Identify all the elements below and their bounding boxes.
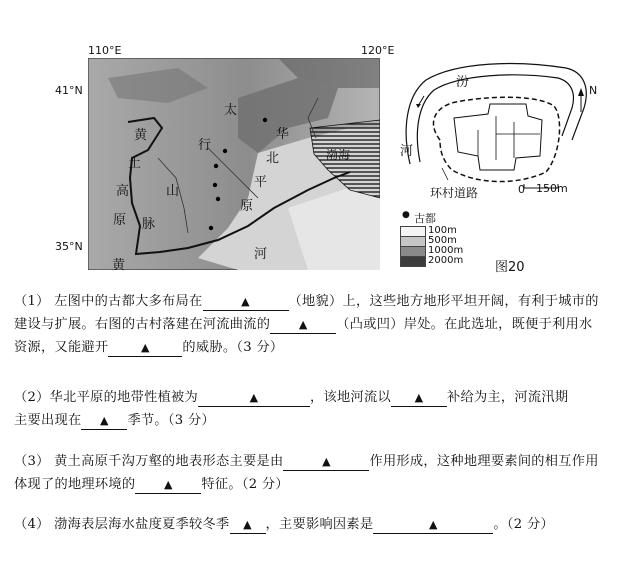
label-yuan-plain: 原 [240,199,254,214]
capital-dot-icon: ● [402,210,410,220]
label-bohai: 渤海 [326,148,351,162]
label-shan: 山 [166,184,180,199]
lon-120-label: 120°E [361,44,395,57]
legend-swatch-2000 [400,256,426,267]
question-4 [14,513,626,536]
legend-500m: 500m [428,235,457,246]
question-2-line-2: 主要出现在 ▲ 季节。（3 分） [14,413,215,428]
label-bei: 北 [266,151,280,166]
label-hua: 华 [276,127,290,142]
answer-blank[interactable]: ▲ [108,340,182,357]
answer-blank[interactable]: ▲ [81,413,127,430]
answer-blank[interactable]: ▲ [270,317,336,334]
legend-1000m: 1000m [428,245,464,256]
answer-blank[interactable]: ▲ [230,517,266,534]
label-mai: 脉 [142,217,156,232]
label-gao: 高 [116,184,130,199]
answer-blank[interactable]: ▲ [391,390,447,407]
label-fen: 汾 [456,75,470,90]
label-tai: 太 [224,103,238,118]
question-2 [14,386,626,432]
legend-100m: 100m [428,225,457,236]
question-1-line-2: 建设与扩展。右图的古村落建在河流曲流的 ▲ （凸或凹）岸处。在此选址，既便于利用水 [14,317,593,332]
question-1 [14,290,626,359]
figure-label: 图20 [495,260,525,275]
legend-capital: 古都 [414,212,436,225]
label-yuan-plateau: 原 [113,213,127,228]
question-3-line-1: （3） 黄土高原千沟万壑的地表形态主要是由 ▲ 作用形成，这种地理要素间的相互作用 [14,454,599,469]
answer-blank[interactable]: ▲ [373,517,493,534]
question-3 [14,450,626,496]
question-4-line-1: （4） 渤海表层海水盐度夏季较冬季 ▲ ，主要影响因素是 ▲ 。（2 分） [14,517,554,532]
label-huang-1: 黄 [134,128,148,143]
label-hang: 行 [198,138,212,153]
scale-distance: 150m [536,182,568,195]
question-1-line-1: （1） 左图中的古都大多布局在 ▲ （地貌）上，这些地方地形平坦开阔，有利于城市的 [14,294,599,309]
label-he: 河 [254,247,268,262]
legend-2000m: 2000m [428,255,464,266]
question-1-line-3: 资源，又能避开 ▲ 的威胁。（3 分） [14,340,284,355]
north-label: N [589,84,598,97]
label-ring-road: 环村道路 [430,186,479,200]
label-ping: 平 [254,175,268,190]
label-river-he: 河 [400,144,414,159]
answer-blank[interactable]: ▲ [135,477,201,494]
lon-110-label: 110°E [88,44,122,57]
label-huang-2: 黄 [112,258,126,273]
answer-blank[interactable]: ▲ [203,294,289,311]
answer-blank[interactable]: ▲ [198,390,310,407]
question-3-line-2: 体现了的地理环境的 ▲ 特征。（2 分） [14,477,289,492]
scale-zero: 0 [518,183,525,196]
lat-41-label: 41°N [55,84,83,97]
label-tu: 土 [128,156,142,171]
lat-35-label: 35°N [55,240,83,253]
answer-blank[interactable]: ▲ [283,454,369,471]
question-2-line-1: （2）华北平原的地带性植被为 ▲ ，该地河流以 ▲ 补给为主，河流汛期 [14,390,569,405]
